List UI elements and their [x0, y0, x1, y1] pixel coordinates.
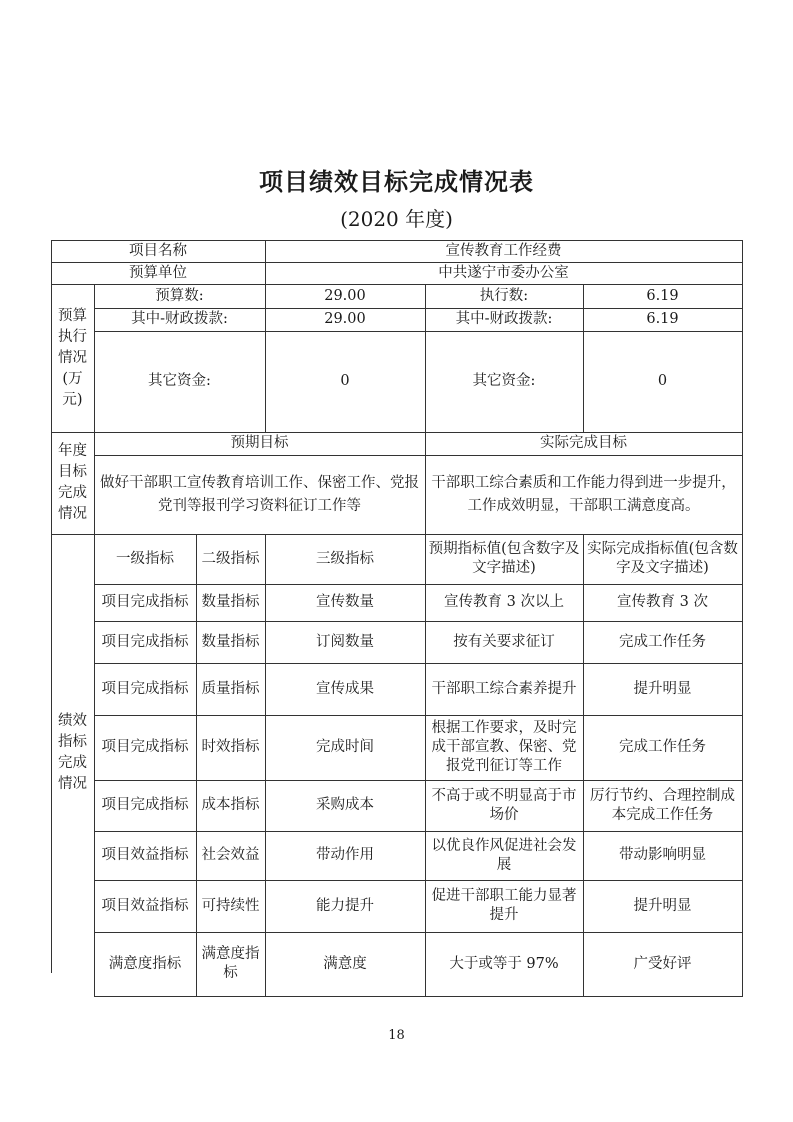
- indicator-cell-level2: 社会效益: [201, 847, 260, 863]
- table-rule: [94, 932, 743, 933]
- indicator-cell-expected-value: 促进干部职工能力显著提升: [431, 888, 577, 923]
- indicator-cell-expected-value: 以优良作风促进社会发展: [431, 837, 577, 873]
- table-rule: [425, 432, 426, 535]
- table-rule: [265, 240, 266, 433]
- indicator-cell-actual-value: 提升明显: [633, 680, 692, 697]
- table-rule: [94, 621, 743, 622]
- indicator-cell-level1: 项目完成指标: [101, 680, 189, 697]
- indicator-cell-level1: 项目效益指标: [101, 897, 189, 914]
- indicator-cell-level3: 完成时间: [316, 739, 374, 755]
- expected-goal-header: 预期目标: [230, 435, 289, 451]
- fiscal-budget-label: 其中-财政拨款:: [131, 311, 228, 327]
- budget-amount-value: 29.00: [324, 287, 366, 304]
- indicator-cell-actual-value: 完成工作任务: [619, 633, 706, 650]
- annual-goals-section-label: 年度目标完成情况: [58, 443, 87, 522]
- actual-goal-text: 干部职工综合素质和工作能力得到进一步提升，工作成效明显，干部职工满意度高。: [431, 474, 736, 514]
- table-rule: [94, 831, 743, 832]
- project-name-label: 项目名称: [129, 242, 187, 259]
- indicator-header-actual-value: 实际完成指标值(包含数字及文字描述): [587, 541, 738, 576]
- table-rule: [94, 715, 743, 716]
- table-rule: [51, 240, 52, 973]
- indicator-cell-actual-value: 宣传教育 3 次: [617, 594, 708, 610]
- table-rule: [94, 331, 743, 332]
- indicator-header-level2: 二级指标: [201, 550, 260, 567]
- table-rule: [51, 240, 743, 241]
- indicator-cell-level3: 带动作用: [316, 847, 374, 863]
- fiscal-budget-value: 29.00: [324, 311, 366, 327]
- indicator-cell-expected-value: 按有关要求征订: [453, 633, 555, 650]
- table-rule: [51, 262, 743, 263]
- indicator-cell-level3: 能力提升: [316, 897, 374, 914]
- table-rule: [583, 534, 584, 997]
- indicator-cell-level3: 宣传数量: [316, 594, 374, 610]
- indicator-cell-actual-value: 厉行节约、合理控制成本完成工作任务: [590, 787, 735, 823]
- table-rule: [94, 455, 743, 456]
- document-title: 项目绩效目标完成情况表: [259, 168, 534, 196]
- table-rule: [94, 780, 743, 781]
- indicators-section-label: 绩效指标完成情况: [58, 713, 87, 792]
- table-rule: [583, 284, 584, 433]
- indicator-cell-level2: 满意度指标: [201, 946, 260, 981]
- indicator-cell-level3: 宣传成果: [316, 680, 374, 697]
- indicator-cell-level1: 满意度指标: [108, 955, 182, 972]
- fiscal-executed-value: 6.19: [646, 311, 679, 327]
- indicator-cell-actual-value: 广受好评: [633, 955, 692, 972]
- table-rule: [94, 880, 743, 881]
- indicator-header-expected-value: 预期指标值(包含数字及文字描述): [428, 541, 580, 576]
- table-rule: [94, 284, 95, 997]
- table-rule: [94, 584, 743, 585]
- indicator-cell-level3: 订阅数量: [316, 633, 374, 650]
- budget-unit-value: 中共遂宁市委办公室: [438, 264, 569, 281]
- indicator-cell-expected-value: 根据工作要求，及时完成干部宣教、保密、党报党刊征订等工作: [431, 720, 577, 774]
- indicator-cell-level2: 成本指标: [201, 797, 260, 813]
- indicator-cell-level2: 数量指标: [201, 633, 260, 650]
- table-rule: [94, 663, 743, 664]
- indicator-cell-expected-value: 大于或等于 97%: [449, 955, 559, 972]
- budget-amount-label: 预算数:: [155, 287, 204, 304]
- table-rule: [51, 284, 743, 285]
- other-funds-executed-value: 0: [657, 373, 668, 389]
- indicator-cell-level3: 满意度: [323, 955, 367, 972]
- fiscal-executed-label: 其中-财政拨款:: [455, 311, 553, 327]
- document-subtitle: (2020 年度): [340, 207, 453, 231]
- table-rule: [265, 534, 266, 997]
- other-funds-executed-label: 其它资金:: [472, 373, 536, 389]
- table-rule: [742, 240, 743, 997]
- indicator-cell-expected-value: 宣传教育 3 次以上: [444, 594, 564, 610]
- other-funds-budget-value: 0: [340, 373, 350, 389]
- project-name-value: 宣传教育工作经费: [445, 242, 562, 259]
- indicator-cell-expected-value: 干部职工综合素养提升: [431, 680, 577, 697]
- table-rule: [196, 534, 197, 997]
- table-rule: [51, 534, 743, 535]
- table-rule: [94, 996, 743, 997]
- table-rule: [94, 308, 743, 309]
- indicator-cell-level3: 采购成本: [316, 797, 374, 813]
- other-funds-budget-label: 其它资金:: [148, 373, 211, 389]
- page-number: 18: [388, 1028, 405, 1043]
- executed-amount-label: 执行数:: [479, 287, 529, 304]
- indicator-cell-level2: 数量指标: [201, 594, 260, 610]
- actual-goal-header: 实际完成目标: [540, 435, 627, 451]
- indicator-cell-actual-value: 完成工作任务: [619, 739, 706, 755]
- indicator-cell-expected-value: 不高于或不明显高于市场价: [431, 787, 577, 823]
- indicator-header-level3: 三级指标: [316, 550, 374, 567]
- indicator-header-level1: 一级指标: [116, 550, 174, 567]
- expected-goal-text: 做好干部职工宣传教育培训工作、保密工作、党报党刊等报刊学习资料征订工作等: [100, 474, 419, 514]
- indicator-cell-level2: 可持续性: [201, 897, 260, 914]
- executed-amount-value: 6.19: [646, 287, 679, 304]
- budget-unit-label: 预算单位: [129, 264, 187, 281]
- budget-section-label: 预算执行情况(万元): [58, 307, 87, 408]
- indicator-cell-level2: 时效指标: [201, 739, 260, 755]
- indicator-cell-level1: 项目完成指标: [101, 739, 189, 755]
- indicator-cell-actual-value: 带动影响明显: [619, 847, 706, 863]
- indicator-cell-level1: 项目完成指标: [101, 633, 189, 650]
- indicator-cell-level2: 质量指标: [201, 680, 260, 697]
- table-rule: [425, 534, 426, 997]
- table-rule: [51, 432, 743, 433]
- indicator-cell-level1: 项目完成指标: [101, 797, 189, 813]
- indicator-cell-level1: 项目效益指标: [101, 847, 189, 863]
- indicator-cell-actual-value: 提升明显: [633, 897, 692, 914]
- table-rule: [425, 284, 426, 433]
- indicator-cell-level1: 项目完成指标: [101, 594, 189, 610]
